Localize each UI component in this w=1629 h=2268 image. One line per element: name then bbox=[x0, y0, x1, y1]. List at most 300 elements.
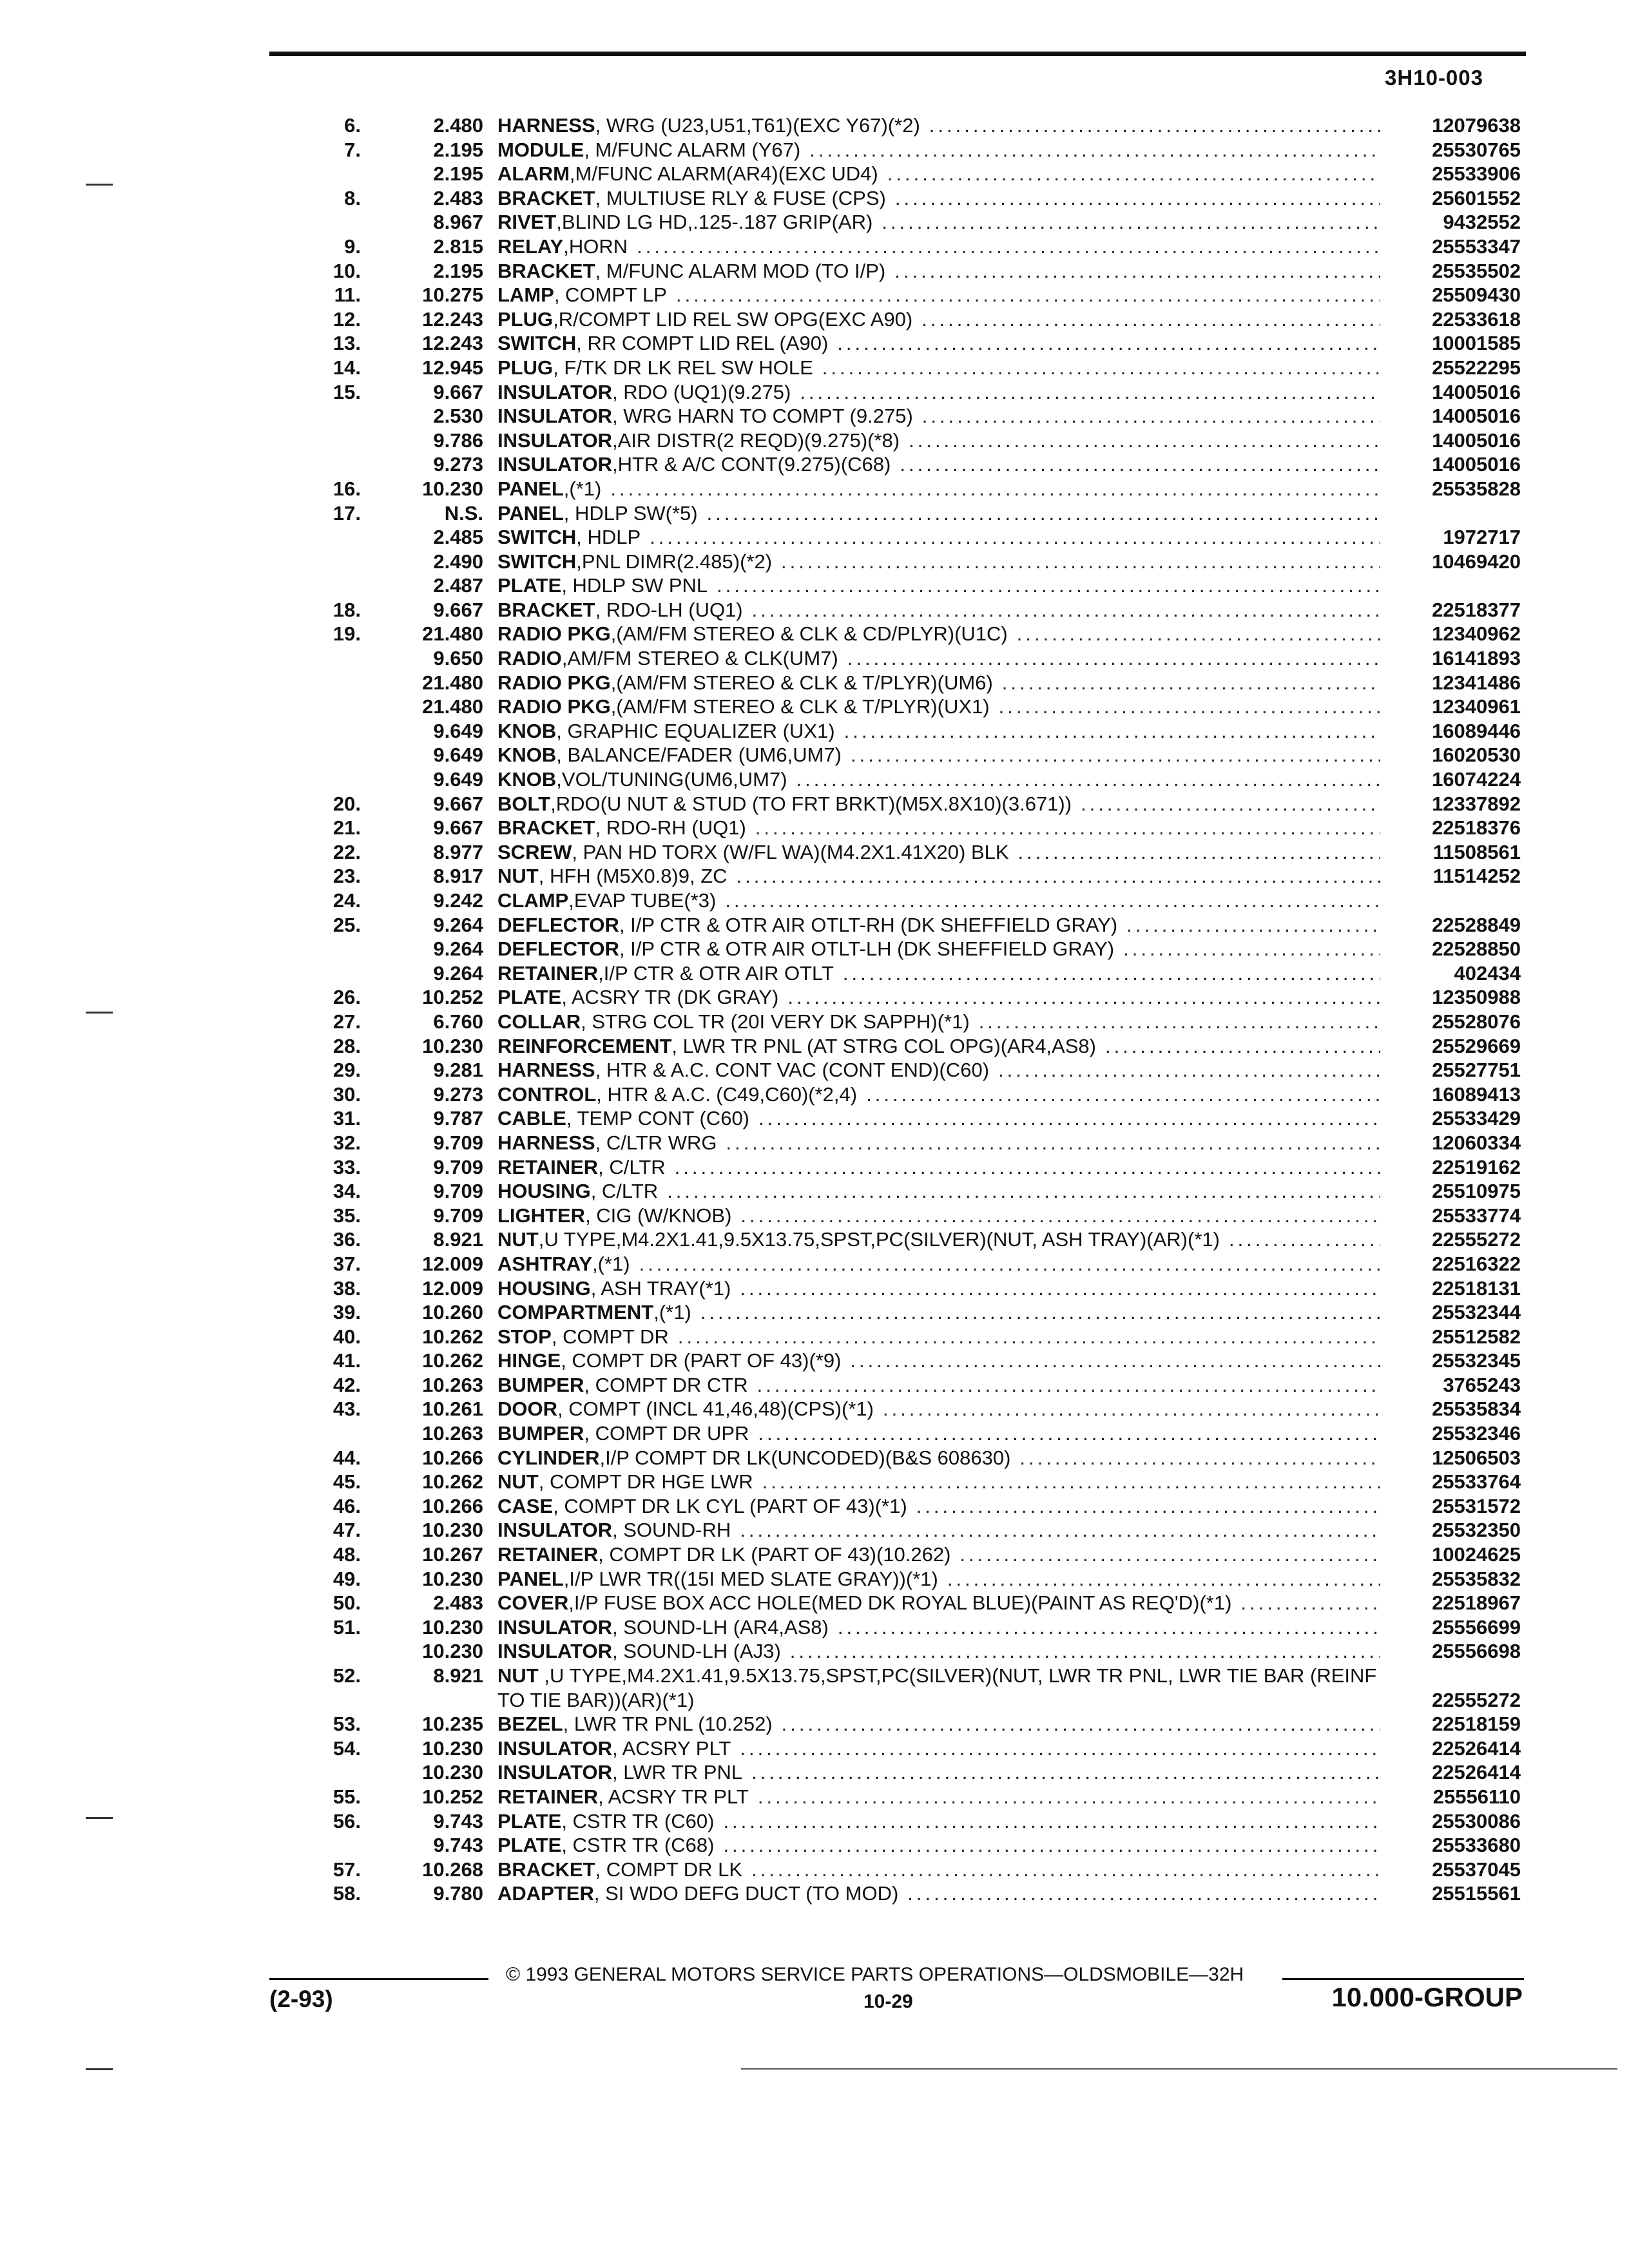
part-description bbox=[497, 1615, 1380, 1640]
item-number: 51. bbox=[333, 1615, 361, 1639]
dot-leader bbox=[700, 1300, 1380, 1325]
part-detail: ,I/P CTR & OTR AIR OTLT bbox=[598, 961, 834, 985]
item-number: 22. bbox=[333, 840, 361, 863]
part-name: BRACKET bbox=[497, 816, 595, 840]
dot-leader bbox=[758, 1785, 1380, 1809]
dot-leader bbox=[922, 404, 1380, 428]
part-number: 25556110 bbox=[1432, 1785, 1521, 1808]
part-description bbox=[497, 186, 1380, 211]
group-number: 9.649 bbox=[433, 719, 483, 742]
part-number: 25515561 bbox=[1432, 1882, 1521, 1905]
part-row bbox=[284, 259, 1521, 284]
part-number: 22555272 bbox=[1432, 1688, 1521, 1711]
part-number: 9432552 bbox=[1443, 211, 1521, 234]
group-number: 9.281 bbox=[433, 1059, 483, 1082]
part-row bbox=[284, 210, 1521, 235]
item-number: 39. bbox=[333, 1301, 361, 1324]
group-number: 2.195 bbox=[433, 138, 483, 161]
part-description bbox=[497, 1155, 1380, 1180]
dot-leader bbox=[787, 985, 1380, 1010]
part-detail: , STRG COL TR (20I VERY DK SAPPH)(*1) bbox=[581, 1010, 970, 1033]
part-name: BOLT bbox=[497, 792, 551, 815]
part-number: 12060334 bbox=[1432, 1131, 1521, 1154]
part-number: 25533429 bbox=[1432, 1107, 1521, 1130]
group-number: 2.195 bbox=[433, 162, 483, 186]
part-description bbox=[497, 1567, 1380, 1591]
dot-leader bbox=[755, 816, 1380, 840]
margin-mark bbox=[86, 2068, 113, 2070]
part-number: 25537045 bbox=[1432, 1858, 1521, 1881]
part-number: 3765243 bbox=[1443, 1373, 1521, 1396]
part-detail: , SOUND-RH bbox=[612, 1519, 731, 1542]
part-name: BRACKET bbox=[497, 598, 595, 621]
item-number: 44. bbox=[333, 1446, 361, 1469]
group-number: 9.273 bbox=[433, 453, 483, 476]
part-name: RIVET bbox=[497, 211, 557, 234]
part-description bbox=[497, 1421, 1380, 1446]
item-number: 14. bbox=[333, 356, 361, 379]
part-row bbox=[284, 428, 1521, 453]
part-detail: , COMPT DR HGE LWR bbox=[538, 1470, 753, 1494]
part-description bbox=[497, 1494, 1380, 1519]
part-detail: , HFH (M5X0.8)9, ZC bbox=[538, 865, 728, 888]
part-row bbox=[284, 1712, 1521, 1736]
part-description bbox=[497, 331, 1380, 356]
part-number: 25530086 bbox=[1432, 1809, 1521, 1832]
part-detail: , ACSRY TR PLT bbox=[598, 1785, 749, 1808]
part-row bbox=[284, 356, 1521, 380]
part-number: 22533618 bbox=[1432, 307, 1521, 331]
part-name: PANEL bbox=[497, 501, 564, 524]
group-number: 10.268 bbox=[422, 1858, 483, 1881]
part-description bbox=[497, 695, 1380, 719]
group-number: 12.243 bbox=[422, 307, 483, 331]
dot-leader bbox=[740, 1204, 1380, 1228]
part-number: 10024625 bbox=[1432, 1543, 1521, 1566]
part-number: 11508561 bbox=[1432, 840, 1521, 863]
part-description bbox=[497, 573, 1380, 598]
part-detail: , HTR & A.C. CONT VAC (CONT END)(C60) bbox=[595, 1059, 990, 1082]
part-description bbox=[497, 1712, 1380, 1736]
part-row bbox=[284, 1833, 1521, 1858]
part-description bbox=[497, 1058, 1380, 1082]
part-name: CABLE bbox=[497, 1107, 566, 1130]
part-number: 25512582 bbox=[1432, 1325, 1521, 1348]
part-number: 22528849 bbox=[1432, 913, 1521, 936]
part-name: DEFLECTOR bbox=[497, 913, 619, 936]
part-row bbox=[284, 913, 1521, 937]
item-number: 27. bbox=[333, 1010, 361, 1033]
part-number: 25556698 bbox=[1432, 1640, 1521, 1663]
group-number: 2.483 bbox=[433, 1591, 483, 1615]
part-name: PANEL bbox=[497, 1567, 564, 1590]
part-number: 22555272 bbox=[1432, 1228, 1521, 1251]
part-name: STOP bbox=[497, 1325, 552, 1348]
group-number: 8.921 bbox=[433, 1664, 483, 1687]
part-detail: ,R/COMPT LID REL SW OPG(EXC A90) bbox=[553, 307, 913, 331]
group-number: 10.230 bbox=[422, 1615, 483, 1639]
part-name: INSULATOR bbox=[497, 1519, 612, 1542]
part-name: SCREW bbox=[497, 840, 572, 863]
group-number: 10.266 bbox=[422, 1446, 483, 1469]
dot-leader bbox=[1081, 792, 1380, 816]
dot-leader bbox=[894, 259, 1380, 284]
part-description bbox=[497, 380, 1380, 405]
part-description bbox=[497, 1252, 1380, 1276]
item-number: 15. bbox=[333, 380, 361, 403]
part-detail: , COMPT DR (PART OF 43)(*9) bbox=[561, 1349, 842, 1372]
group-number: 9.780 bbox=[433, 1882, 483, 1905]
group-number: 9.242 bbox=[433, 889, 483, 912]
item-number: 25. bbox=[333, 913, 361, 936]
part-row bbox=[284, 525, 1521, 550]
part-number: 25553347 bbox=[1432, 235, 1521, 258]
part-description bbox=[497, 1833, 1380, 1858]
dot-leader bbox=[838, 1615, 1380, 1640]
part-number: 22518967 bbox=[1432, 1591, 1521, 1615]
group-number: 10.262 bbox=[422, 1349, 483, 1372]
part-description bbox=[497, 1034, 1380, 1059]
group-number: 9.667 bbox=[433, 598, 483, 621]
part-number: 11514252 bbox=[1432, 865, 1521, 888]
item-number: 34. bbox=[333, 1180, 361, 1203]
item-number: 49. bbox=[333, 1567, 361, 1590]
part-row bbox=[284, 1591, 1521, 1615]
part-row bbox=[284, 767, 1521, 792]
dot-leader bbox=[1018, 840, 1380, 865]
part-row bbox=[284, 598, 1521, 622]
item-number: 28. bbox=[333, 1034, 361, 1057]
item-number: 52. bbox=[333, 1664, 361, 1687]
part-number: 25532344 bbox=[1432, 1301, 1521, 1324]
part-detail: , C/LTR WRG bbox=[595, 1131, 717, 1154]
dot-leader bbox=[843, 961, 1380, 986]
group-number: 10.230 bbox=[422, 477, 483, 500]
item-number: 31. bbox=[333, 1107, 361, 1130]
part-number: 25532350 bbox=[1432, 1519, 1521, 1542]
item-number: 6. bbox=[344, 114, 361, 137]
item-number: 41. bbox=[333, 1349, 361, 1372]
part-description bbox=[497, 404, 1380, 428]
group-number: 21.480 bbox=[422, 622, 483, 646]
dot-leader bbox=[921, 307, 1380, 332]
group-number: 10.262 bbox=[422, 1325, 483, 1348]
dot-leader bbox=[979, 1010, 1380, 1034]
dot-leader bbox=[999, 695, 1380, 719]
part-name: NUT bbox=[497, 1470, 539, 1494]
group-number: 9.743 bbox=[433, 1809, 483, 1832]
part-name: PLUG bbox=[497, 307, 554, 331]
part-name: PLATE bbox=[497, 1834, 562, 1857]
part-detail: , GRAPHIC EQUALIZER (UX1) bbox=[556, 719, 835, 742]
dot-leader bbox=[1240, 1591, 1380, 1615]
part-description bbox=[497, 138, 1380, 162]
part-number: 25535828 bbox=[1432, 477, 1521, 500]
part-name: CASE bbox=[497, 1494, 554, 1517]
part-row bbox=[284, 1809, 1521, 1834]
part-number: 14005016 bbox=[1432, 405, 1521, 428]
part-name: BUMPER bbox=[497, 1422, 584, 1445]
group-number: 9.667 bbox=[433, 380, 483, 403]
part-detail: ,(*1) bbox=[592, 1252, 630, 1275]
part-detail: , SOUND-LH (AR4,AS8) bbox=[612, 1615, 829, 1639]
part-row bbox=[284, 1760, 1521, 1785]
item-number: 57. bbox=[333, 1858, 361, 1881]
dot-leader bbox=[800, 380, 1380, 405]
part-description bbox=[497, 864, 1380, 889]
part-row bbox=[284, 1204, 1521, 1228]
part-detail: , CSTR TR (C60) bbox=[561, 1809, 715, 1832]
part-detail: , HDLP SW PNL bbox=[561, 574, 708, 597]
dot-leader bbox=[637, 235, 1380, 259]
part-name: ALARM bbox=[497, 162, 570, 186]
part-name: INSULATOR bbox=[497, 1761, 612, 1784]
part-name: HOUSING bbox=[497, 1180, 591, 1203]
part-detail: ,(*1) bbox=[653, 1301, 691, 1324]
part-description bbox=[497, 1106, 1380, 1131]
part-detail: ,HORN bbox=[563, 235, 628, 258]
part-name: PLATE bbox=[497, 574, 562, 597]
page-number: 10-29 bbox=[863, 1991, 913, 2012]
part-name: HINGE bbox=[497, 1349, 561, 1372]
part-row bbox=[284, 1881, 1521, 1906]
dot-leader bbox=[998, 1058, 1380, 1082]
part-name: BRACKET bbox=[497, 1858, 595, 1881]
part-row bbox=[284, 840, 1521, 865]
item-number: 37. bbox=[333, 1252, 361, 1275]
item-number: 21. bbox=[333, 816, 361, 840]
group-number: 10.260 bbox=[422, 1301, 483, 1324]
part-description bbox=[497, 210, 1380, 235]
part-name: RETAINER bbox=[497, 1543, 599, 1566]
group-number: 10.275 bbox=[422, 284, 483, 307]
group-number: 6.760 bbox=[433, 1010, 483, 1033]
item-number: 54. bbox=[333, 1736, 361, 1760]
item-number: 40. bbox=[333, 1325, 361, 1348]
part-number: 16141893 bbox=[1432, 647, 1521, 670]
dot-leader bbox=[751, 1760, 1380, 1785]
part-row bbox=[284, 622, 1521, 646]
dot-leader bbox=[850, 1349, 1380, 1373]
group-number: 10.262 bbox=[422, 1470, 483, 1494]
dot-leader bbox=[1105, 1034, 1380, 1059]
dot-leader bbox=[851, 743, 1380, 767]
part-name: CYLINDER bbox=[497, 1446, 600, 1469]
part-description bbox=[497, 1809, 1380, 1834]
part-detail: , RR COMPT LID REL (A90) bbox=[576, 332, 829, 355]
part-description bbox=[497, 525, 1380, 550]
part-detail: , LWR TR PNL (10.252) bbox=[563, 1713, 773, 1736]
group-number: 9.787 bbox=[433, 1107, 483, 1130]
part-name: CONTROL bbox=[497, 1082, 597, 1106]
group-number: 9.667 bbox=[433, 816, 483, 840]
group-number: 9.273 bbox=[433, 1082, 483, 1106]
dot-leader bbox=[723, 1809, 1380, 1834]
group-number: 12.009 bbox=[422, 1252, 483, 1275]
part-row bbox=[284, 1034, 1521, 1059]
part-detail: , COMPT DR LK bbox=[595, 1858, 743, 1881]
part-row bbox=[284, 889, 1521, 913]
part-number: 14005016 bbox=[1432, 453, 1521, 476]
dot-leader bbox=[650, 525, 1380, 550]
part-row bbox=[284, 1252, 1521, 1276]
dot-leader bbox=[796, 767, 1380, 792]
part-row bbox=[284, 1179, 1521, 1204]
part-description bbox=[497, 428, 1380, 453]
footer-rule-left bbox=[269, 1978, 488, 1980]
part-name: INSULATOR bbox=[497, 1736, 612, 1760]
part-name: PLATE bbox=[497, 1809, 562, 1832]
part-description bbox=[497, 259, 1380, 284]
part-name: HOUSING bbox=[497, 1276, 591, 1300]
part-detail: ,BLIND LG HD,.125-.187 GRIP(AR) bbox=[556, 211, 873, 234]
group-number: 9.743 bbox=[433, 1834, 483, 1857]
part-detail: ,(AM/FM STEREO & CLK & CD/PLYR)(U1C) bbox=[610, 622, 1008, 646]
part-number: 12337892 bbox=[1432, 792, 1521, 815]
part-name: ADAPTER bbox=[497, 1882, 594, 1905]
part-detail: ,PNL DIMR(2.485)(*2) bbox=[576, 550, 773, 573]
bottom-rule bbox=[741, 2068, 1617, 2070]
part-number: 22518376 bbox=[1432, 816, 1521, 840]
dot-leader bbox=[758, 1106, 1380, 1131]
part-number: 402434 bbox=[1454, 961, 1521, 985]
dot-leader bbox=[847, 646, 1380, 671]
part-name: COVER bbox=[497, 1591, 569, 1615]
part-detail: , COMPT DR CTR bbox=[584, 1373, 748, 1396]
group-number: 2.485 bbox=[433, 526, 483, 549]
part-row bbox=[284, 380, 1521, 405]
part-description bbox=[497, 1760, 1380, 1785]
part-name: RETAINER bbox=[497, 1785, 599, 1808]
dot-leader bbox=[717, 573, 1380, 598]
part-description bbox=[497, 622, 1380, 646]
part-number: 10001585 bbox=[1432, 332, 1521, 355]
part-row bbox=[284, 1785, 1521, 1809]
item-number: 33. bbox=[333, 1155, 361, 1178]
dot-leader bbox=[610, 477, 1380, 501]
group-number: 10.252 bbox=[422, 1785, 483, 1808]
part-description bbox=[497, 1082, 1380, 1107]
group-number: 21.480 bbox=[422, 695, 483, 718]
part-name: HARNESS bbox=[497, 1059, 595, 1082]
item-number: 18. bbox=[333, 598, 361, 621]
dot-leader bbox=[1019, 1446, 1380, 1470]
group-number: 2.480 bbox=[433, 114, 483, 137]
item-number: 13. bbox=[333, 332, 361, 355]
part-description bbox=[497, 1204, 1380, 1228]
part-description bbox=[497, 767, 1380, 792]
part-detail: ,I/P FUSE BOX ACC HOLE(MED DK ROYAL BLUE)(PAINT AS REQ'D)(*1) bbox=[568, 1591, 1232, 1615]
dot-leader bbox=[751, 1858, 1380, 1882]
group-number: 10.261 bbox=[422, 1398, 483, 1421]
part-row bbox=[284, 1082, 1521, 1107]
part-description bbox=[497, 1397, 1380, 1421]
part-number: 10469420 bbox=[1432, 550, 1521, 573]
part-row bbox=[284, 1615, 1521, 1640]
part-number: 25556699 bbox=[1432, 1615, 1521, 1639]
item-number: 32. bbox=[333, 1131, 361, 1154]
part-row bbox=[284, 1470, 1521, 1494]
part-description bbox=[497, 162, 1380, 186]
part-row bbox=[284, 864, 1521, 889]
group-number: 9.709 bbox=[433, 1131, 483, 1154]
group-number: 9.709 bbox=[433, 1204, 483, 1227]
item-number: 9. bbox=[344, 235, 361, 258]
part-number: 12341486 bbox=[1432, 671, 1521, 694]
part-row bbox=[284, 1155, 1521, 1180]
part-detail: , COMPT DR LK (PART OF 43)(10.262) bbox=[598, 1543, 951, 1566]
group-number: 10.230 bbox=[422, 1034, 483, 1057]
part-number: 14005016 bbox=[1432, 428, 1521, 452]
part-row bbox=[284, 1736, 1521, 1761]
group-number: 10.263 bbox=[422, 1422, 483, 1445]
group-number: 2.530 bbox=[433, 405, 483, 428]
part-number: 16074224 bbox=[1432, 768, 1521, 791]
part-row bbox=[284, 1858, 1521, 1882]
part-name: CLAMP bbox=[497, 889, 569, 912]
dot-leader bbox=[737, 864, 1380, 889]
part-number: 1972717 bbox=[1443, 526, 1521, 549]
part-description bbox=[497, 1446, 1380, 1470]
dot-leader bbox=[1123, 937, 1380, 961]
dot-leader bbox=[907, 1881, 1380, 1906]
part-detail: , HDLP SW(*5) bbox=[563, 501, 698, 524]
part-detail: , ASH TRAY(*1) bbox=[590, 1276, 731, 1300]
dot-leader bbox=[1126, 913, 1380, 937]
group-number: 2.483 bbox=[433, 186, 483, 209]
group-number: 21.480 bbox=[422, 671, 483, 694]
group-code: 10.000-GROUP bbox=[1331, 1982, 1523, 2012]
part-detail: , LWR TR PNL bbox=[612, 1761, 743, 1784]
group-number: 8.977 bbox=[433, 840, 483, 863]
part-number: 25535832 bbox=[1432, 1567, 1521, 1590]
part-detail: , COMPT DR UPR bbox=[584, 1422, 749, 1445]
part-row bbox=[284, 477, 1521, 501]
group-number: 9.709 bbox=[433, 1180, 483, 1203]
item-number: 48. bbox=[333, 1543, 361, 1566]
part-number: 22526414 bbox=[1432, 1736, 1521, 1760]
item-number: 46. bbox=[333, 1494, 361, 1517]
date-code: (2-93) bbox=[269, 1986, 333, 2012]
item-number: 50. bbox=[333, 1591, 361, 1615]
part-name: COMPARTMENT bbox=[497, 1301, 654, 1324]
part-name: RADIO PKG bbox=[497, 622, 611, 646]
part-row bbox=[284, 1397, 1521, 1421]
part-detail: , WRG (U23,U51,T61)(EXC Y67)(*2) bbox=[595, 114, 920, 137]
part-number: 25528076 bbox=[1432, 1010, 1521, 1033]
dot-leader bbox=[676, 283, 1380, 307]
part-row bbox=[284, 1373, 1521, 1398]
part-number: 12506503 bbox=[1432, 1446, 1521, 1469]
part-description bbox=[497, 985, 1380, 1010]
part-number: 25529669 bbox=[1432, 1034, 1521, 1057]
part-name: KNOB bbox=[497, 768, 557, 791]
group-number: 2.490 bbox=[433, 550, 483, 573]
item-number: 11. bbox=[334, 284, 361, 307]
part-description bbox=[497, 1349, 1380, 1373]
part-row bbox=[284, 1664, 1521, 1712]
part-description bbox=[497, 1131, 1380, 1155]
dot-leader bbox=[837, 331, 1380, 356]
parts-list bbox=[284, 113, 1521, 1906]
item-number: 20. bbox=[333, 792, 361, 815]
item-number: 30. bbox=[333, 1082, 361, 1106]
part-name: INSULATOR bbox=[497, 453, 612, 476]
group-number: 10.230 bbox=[422, 1567, 483, 1590]
group-number: 10.230 bbox=[422, 1761, 483, 1784]
part-row bbox=[284, 1494, 1521, 1519]
part-name: MODULE bbox=[497, 138, 584, 161]
